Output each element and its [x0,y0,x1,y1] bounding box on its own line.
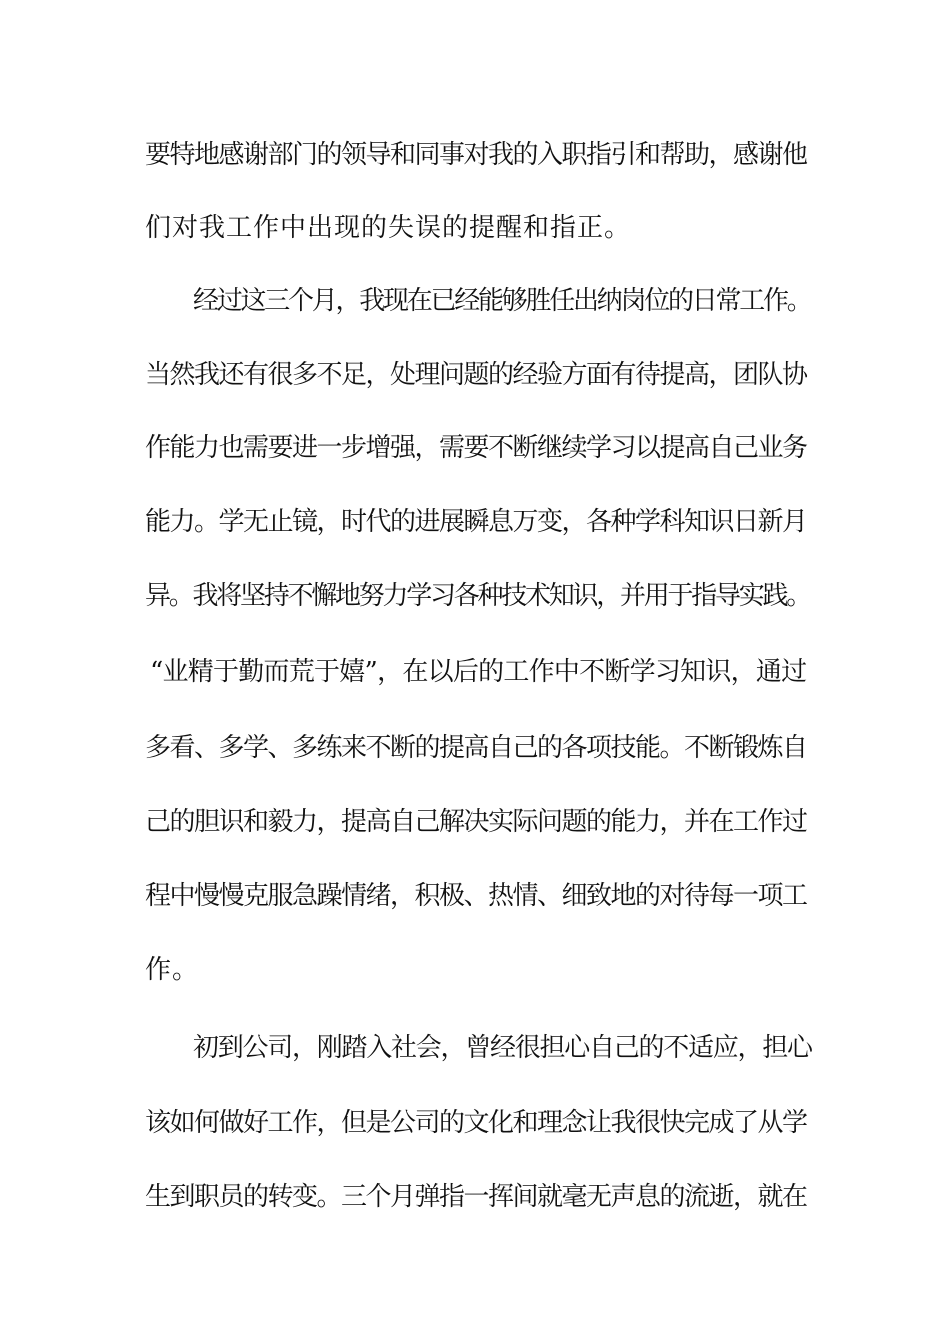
text-line: “业精于勤而荒于嬉”，在以后的工作中不断学习知识，通过 [150,657,807,687]
text-line: 该如何做好工作，但是公司的文化和理念让我很快完成了从学 [145,1108,807,1138]
text-line: 作。 [145,955,200,985]
text-line: 们对我工作中出现的失误的提醒和指正。 [145,213,632,243]
text-line: 能力。学无止镜，时代的进展瞬息万变，各种学科知识日新月 [145,507,807,537]
paragraph-start-line: 初到公司，刚踏入社会，曾经很担心自己的不适应，担心 [193,1033,812,1063]
text-line: 程中慢慢克服急躁情绪，积极、热情、细致地的对待每一项工 [145,881,807,911]
text-line: 作能力也需要进一步增强，需要不断继续学习以提高自己业务 [145,433,807,463]
text-line: 己的胆识和毅力，提高自己解决实际问题的能力，并在工作过 [145,807,807,837]
text-line: 多看、多学、多练来不断的提高自己的各项技能。不断锻炼自 [145,733,807,763]
text-line: 当然我还有很多不足，处理问题的经验方面有待提高，团队协 [145,360,807,390]
text-line: 要特地感谢部门的领导和同事对我的入职指引和帮助，感谢他 [145,140,807,170]
text-line: 异。我将坚持不懈地努力学习各种技术知识，并用于指导实践。 [145,581,811,611]
paragraph-start-line: 经过这三个月，我现在已经能够胜任出纳岗位的日常工作。 [193,286,811,316]
text-line: 生到职员的转变。三个月弹指一挥间就毫无声息的流逝，就在 [145,1182,807,1212]
